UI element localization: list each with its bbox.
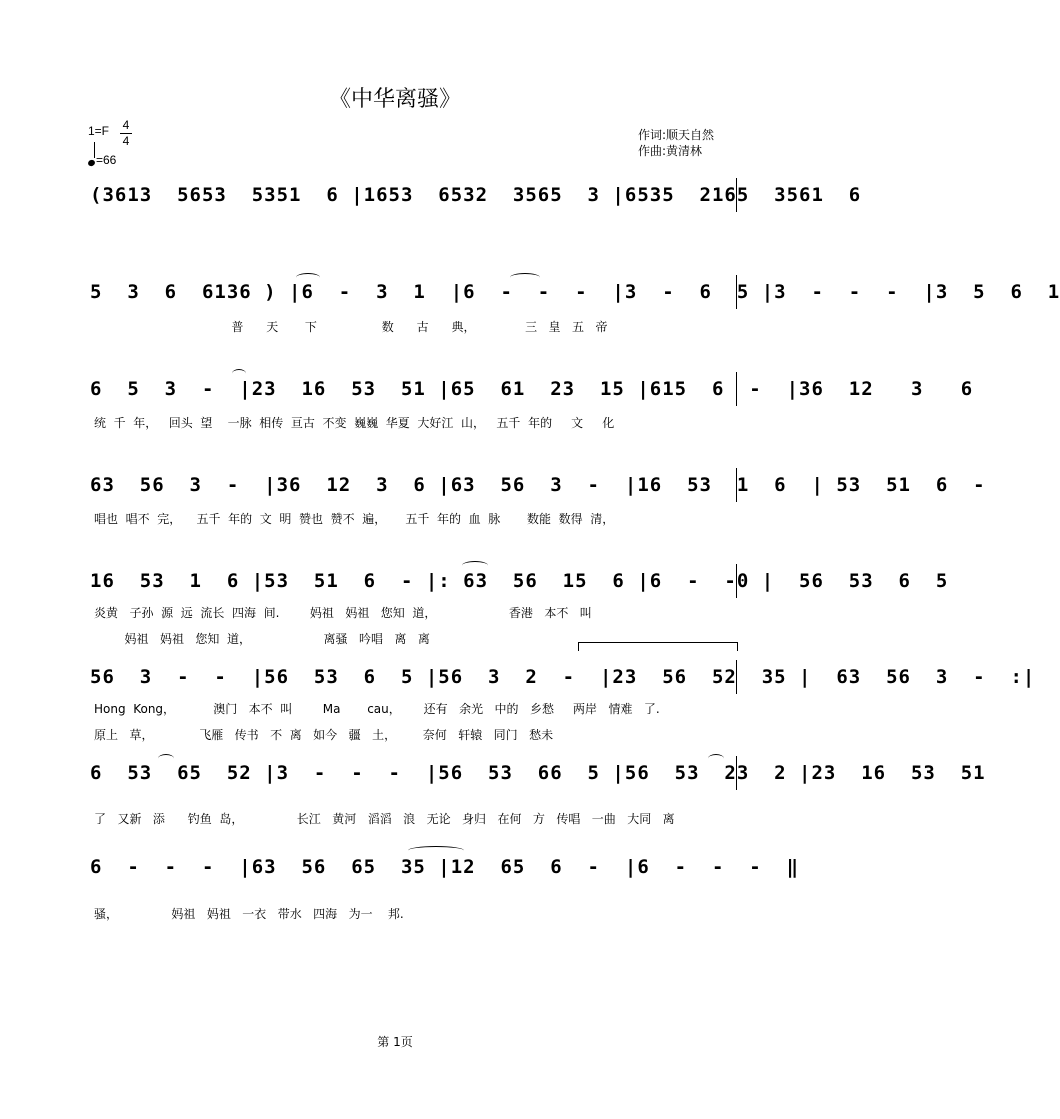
time-signature-top: 4 bbox=[122, 118, 130, 132]
notation-line: 56 3 - - |56 53 6 5 |56 3 2 - |23 56 52 35 | 63 56 3 - :| bbox=[90, 666, 1036, 688]
lyrics-row-5-verse-2: 妈祖 妈祖 您知 道， 离骚 吟唱 离 离 bbox=[94, 632, 430, 646]
notation-line: 6 53 65 52 |3 - - - |56 53 66 5 |56 53 23 2 |23 16 53 51 bbox=[90, 762, 986, 784]
quarter-note-icon bbox=[87, 159, 96, 167]
notation-line: 63 56 3 - |36 12 3 6 |63 56 3 - |16 53 1 6 | 53 51 6 - bbox=[90, 474, 986, 496]
page-number: 第 1页 bbox=[377, 1035, 413, 1049]
score-row-7 bbox=[90, 756, 986, 798]
lyrics-row-8: 骚， 妈祖 妈祖 一衣 带水 四海 为一 邦. bbox=[94, 907, 404, 921]
lyrics-row-4: 唱也 唱不 完， 五千 年的 文 明 赞也 赞不 遍， 五千 年的 血 脉 数能 数得 清， bbox=[94, 512, 615, 526]
credits bbox=[638, 127, 714, 159]
lyrics-row-6-verse-2: 原上 草， 飞雁 传书 不 离 如今 疆 土， 奈何 轩辕 同门 愁未 bbox=[94, 728, 554, 742]
tempo-marking bbox=[88, 148, 116, 167]
notation-line: 16 53 1 6 |53 51 6 - |: 63 56 15 6 |6 - -0 | 56 53 6 5 bbox=[90, 570, 949, 592]
song-title: 《中华离骚》 bbox=[328, 87, 461, 112]
lyrics-row-6: Hong Kong， 澳门 本不 叫 Ma cau， 还有 余光 中的 乡愁 两岸 情难 了. bbox=[94, 702, 660, 716]
score-row-3 bbox=[90, 372, 974, 414]
score-row-1 bbox=[90, 178, 862, 220]
notation-line: (3613 5653 5351 6 |1653 6532 3565 3 |6535 2165 3561 6 bbox=[90, 184, 862, 206]
lyricist-credit: 作词:顺天自然 bbox=[638, 128, 715, 142]
key-signature: 1=F bbox=[88, 124, 110, 138]
lyrics-row-2: 普 天 下 数 古 典， 三 皇 五 帝 bbox=[94, 320, 608, 334]
score-row-2 bbox=[90, 275, 1060, 317]
notation-line: 6 5 3 - |23 16 53 51 |65 61 23 15 |615 6 - |36 12 3 6 bbox=[90, 378, 974, 400]
notation-line: 6 - - - |63 56 65 35 |12 65 6 - |6 - - - ‖ bbox=[90, 856, 800, 878]
lyrics-row-3: 统 千 年， 回头 望 一脉 相传 亘古 不变 巍巍 华夏 大好江 山， 五千 年的 文 化 bbox=[94, 416, 615, 430]
volta-bracket bbox=[578, 642, 738, 651]
score-row-8 bbox=[90, 850, 800, 892]
composer-credit: 作曲:黄清林 bbox=[638, 144, 703, 158]
lyrics-row-7: 了 又新 添 钓鱼 岛， 长江 黄河 滔滔 浪 无论 身归 在何 方 传唱 一曲 大同 离 bbox=[94, 812, 675, 826]
lyrics-row-5: 炎黄 子孙 源 远 流长 四海 间. 妈祖 妈祖 您知 道， 香港 本不 叫 bbox=[94, 606, 592, 620]
score-row-6 bbox=[90, 660, 1036, 702]
time-signature bbox=[120, 118, 132, 149]
tempo-value: =66 bbox=[96, 153, 117, 167]
time-signature-bottom: 4 bbox=[122, 134, 130, 148]
score-row-5 bbox=[90, 564, 949, 606]
notation-line: 5 3 6 6136 ) |6 - 3 1 |6 - - - |3 - 6 5 |3 - - - |3 5 6 1 bbox=[90, 281, 1060, 303]
score-row-4 bbox=[90, 468, 986, 510]
